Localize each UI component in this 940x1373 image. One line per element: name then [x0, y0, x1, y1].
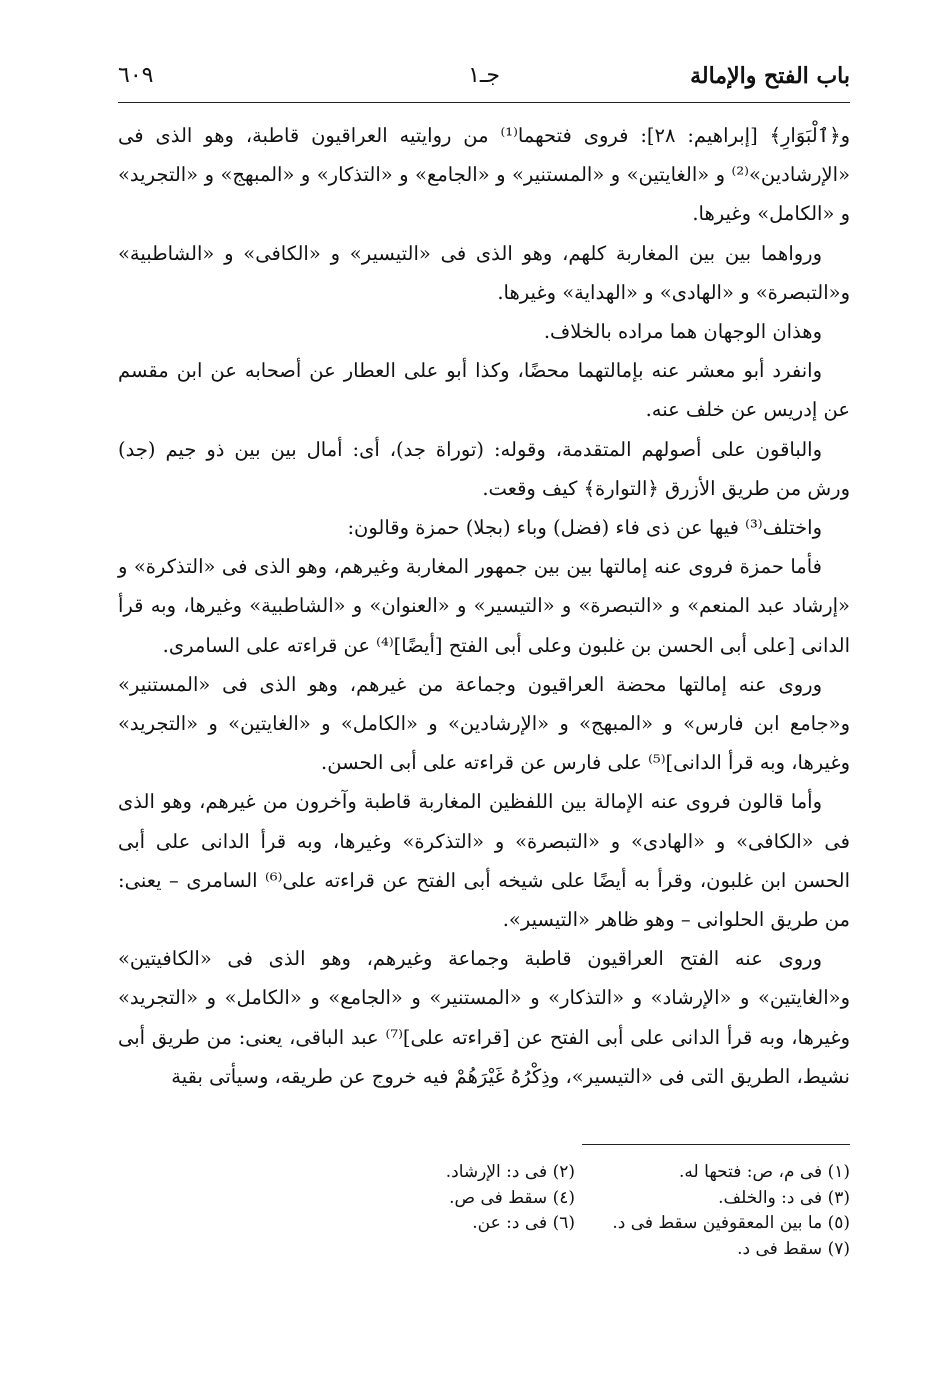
paragraph: وروى عنه الفتح العراقيون قاطبة وجماعة وغيرهم، وهو الذى فى «الكافيتين» و«الغايتين» و «الإرشاد» و «التذكار» و «المستنير» و «الجامع» و «الكامل» و «التجريد» وغيرها، وبه قرأ الدانى على أبى الفتح عن [قراءته على]⁽⁷⁾ عبد الباقى، يعنى: من طريق أبى نشيط، الطريق التى فى «التيسير»، وذِكْرُهُ غَيْرَهُمْ فيه خروج عن طريقه، وسيأتى بقية — [118, 947, 850, 1088]
chapter-title: باب الفتح والإمالة — [690, 63, 850, 89]
footnote-row — [300, 1211, 850, 1237]
footnotes — [300, 1160, 850, 1262]
footnote: (٥) ما بين المعقوفين سقط فى د. — [612, 1213, 850, 1233]
paragraph: وروى عنه إمالتها محضة العراقيون وجماعة من غيرهم، وهو الذى فى «المستنير» و«جامع ابن فارس» و «المبهج» و «الإرشادين» و «الكامل» و «الغايتين» و «التجريد» وغيرها، وبه قرأ الدانى]⁽⁵⁾ على فارس عن قراءته على أبى الحسن. — [118, 672, 850, 775]
paragraph: وأما قالون فروى عنه الإمالة بين اللفظين المغاربة قاطبة وآخرون من غيرهم، وهو الذى فى «الكافى» و «الهادى» و «التبصرة» و «التذكرة» وغيرها، وبه قرأ الدانى على أبى الحسن ابن غلبون، وقرأ به أيضًا على شيخه أبى الفتح عن قراءته على⁽⁶⁾ السامرى – يعنى: من طريق الحلوانى – وهو ظاهر «التيسير». — [118, 790, 850, 932]
paragraph: و﴿ٱلْبَوَارِ﴾ [إبراهيم: ٢٨]: فروى فتحهما⁽¹⁾ من روايتيه العراقيون قاطبة، وهو الذى فى «الإرشادين»⁽²⁾ و «الغايتين» و «المستنير» و «الجامع» و «التذكار» و «المبهج» و «التجريد» و «الكامل» وغيرها. — [118, 124, 850, 226]
footnote-divider — [582, 1144, 850, 1145]
paragraph: والباقون على أصولهم المتقدمة، وقوله: (توراة جد)، أى: أمال بين بين ذو جيم (جد) ورش من طريق الأزرق ﴿التوارة﴾ كيف وقعت. — [118, 437, 850, 500]
footnote: (١) فى م، ص: فتحها له. — [679, 1162, 850, 1182]
paragraph: واختلف⁽³⁾ فيها عن ذى فاء (فضل) وباء (بجلا) حمزة وقالون: — [347, 516, 822, 540]
footnote: (٤) سقط فى ص. — [449, 1187, 575, 1208]
footnote: (٢) فى د: الإرشاد. — [445, 1162, 575, 1182]
footnote: (٦) فى د: عن. — [472, 1213, 575, 1233]
paragraph: وانفرد أبو معشر عنه بإمالتهما محضًا، وكذا أبو على العطار عن أصحابه عن ابن مقسم عن إدريس عن خلف عنه. — [118, 359, 850, 422]
running-header — [118, 58, 850, 94]
page-number: ٦٠٩ — [118, 63, 154, 88]
footnote: (٣) فى د: والخلف. — [718, 1187, 850, 1208]
footnote-row — [300, 1186, 850, 1212]
main-text — [118, 116, 850, 1096]
paragraph: وهذان الوجهان هما مراده بالخلاف. — [543, 320, 822, 344]
paragraph: فأما حمزة فروى عنه إمالتها بين بين جمهور المغاربة وغيرهم، وهو الذى فى «التذكرة» و «إرشاد عبد المنعم» و «التبصرة» و «التيسير» و «العنوان» و «الشاطبية» وغيرها، وبه قرأ الدانى [على أبى الحسن بن غلبون وعلى أبى الفتح [أيضًا]⁽⁴⁾ عن قراءته على السامرى. — [118, 555, 850, 657]
paragraph: ورواهما بين بين المغاربة كلهم، وهو الذى فى «التيسير» و «الكافى» و «الشاطبية» و«التبصرة» و «الهادى» و «الهداية» وغيرها. — [118, 241, 850, 304]
header-divider — [118, 102, 850, 103]
footnote-row — [300, 1160, 850, 1186]
footnote: (٧) سقط فى د. — [737, 1238, 850, 1259]
footnote-row — [300, 1237, 850, 1263]
volume-label: جـ١ — [468, 63, 500, 88]
